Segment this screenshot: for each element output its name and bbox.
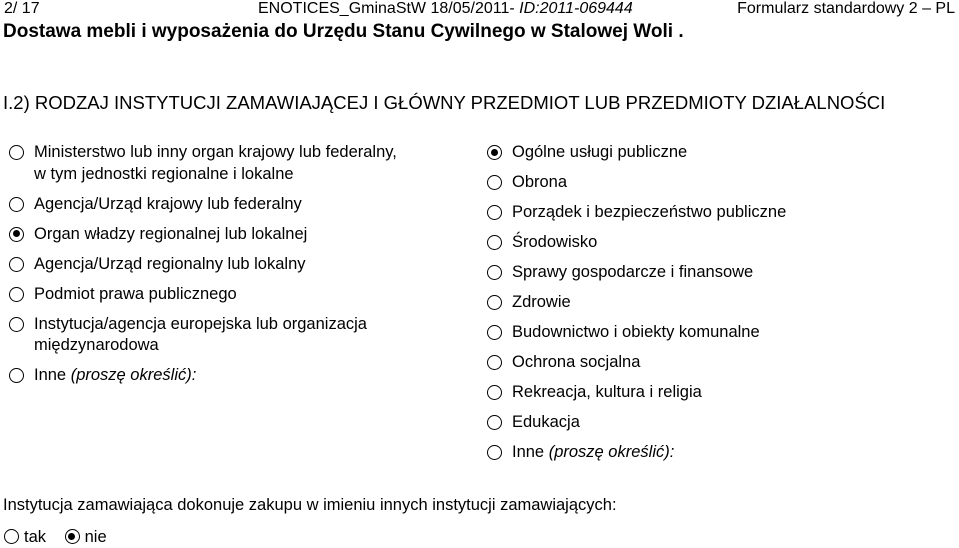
option-label: Zdrowie (512, 293, 571, 311)
option-label: Ministerstwo lub inny organ krajowy lub federalny, (34, 143, 397, 161)
authority-option-other[interactable] (8, 365, 478, 387)
option-label: Porządek i bezpieczeństwo publiczne (512, 203, 787, 221)
option-label: Edukacja (512, 413, 580, 431)
radio-activity-other[interactable] (487, 445, 502, 460)
authority-option-regional-authority[interactable] (8, 224, 478, 246)
radio-recreation[interactable] (487, 385, 502, 400)
activity-option-housing[interactable] (486, 322, 946, 344)
option-label: Obrona (512, 173, 568, 191)
activity-option-recreation[interactable] (486, 382, 946, 404)
activity-option-environment[interactable] (486, 232, 946, 254)
radio-general-public-services[interactable] (487, 145, 502, 160)
option-label: Inne (512, 443, 549, 461)
option-label-hint: (proszę określić): (548, 443, 675, 461)
notice-id: ID:2011-069444 (519, 0, 633, 17)
form-name: Formularz standardowy 2 – PL (737, 0, 955, 17)
radio-regional-agency[interactable] (9, 257, 24, 272)
authority-option-european-institution[interactable] (8, 314, 478, 357)
authority-option-national-agency[interactable] (8, 194, 478, 216)
authority-option-public-law-body[interactable] (8, 284, 478, 306)
activity-option-health[interactable] (486, 292, 946, 314)
radio-public-order[interactable] (487, 205, 502, 220)
radio-health[interactable] (487, 295, 502, 310)
main-activity-list (486, 142, 946, 464)
option-label-hint: (proszę określić): (70, 366, 197, 384)
option-label-continued: w tym jednostki regionalne i lokalne (34, 164, 294, 183)
notice-reference-text: ENOTICES_GminaStW 18/05/2011- (258, 0, 520, 17)
authority-option-ministry[interactable] (8, 142, 478, 185)
radio-regional-authority[interactable] (9, 227, 24, 242)
radio-social-protection[interactable] (487, 355, 502, 370)
option-label: Ochrona socjalna (512, 353, 641, 371)
option-label: Podmiot prawa publicznego (34, 284, 237, 303)
option-label: Sprawy gospodarcze i finansowe (512, 263, 754, 281)
behalf-options (4, 526, 121, 548)
radio-ministry[interactable] (9, 145, 24, 160)
radio-economic-affairs[interactable] (487, 265, 502, 280)
option-label: Budownictwo i obiekty komunalne (512, 323, 760, 341)
activity-option-public-order[interactable] (486, 202, 946, 224)
activity-option-defence[interactable] (486, 172, 946, 194)
authority-option-regional-agency[interactable] (8, 254, 478, 276)
radio-public-law-body[interactable] (9, 287, 24, 302)
option-label: Rekreacja, kultura i religia (512, 383, 702, 401)
radio-no[interactable] (65, 529, 80, 544)
option-label: Agencja/Urząd krajowy lub federalny (34, 194, 302, 213)
radio-yes[interactable] (4, 529, 19, 544)
radio-authority-other[interactable] (9, 368, 24, 383)
document-header (0, 0, 959, 22)
option-label: nie (84, 528, 107, 546)
radio-national-agency[interactable] (9, 197, 24, 212)
behalf-option-no[interactable] (65, 526, 107, 548)
option-label: Inne (34, 366, 71, 384)
option-label-continued: międzynarodowa (34, 336, 159, 354)
notice-reference (258, 0, 633, 18)
option-label: Środowisko (512, 233, 598, 251)
radio-environment[interactable] (487, 235, 502, 250)
activity-option-economic-affairs[interactable] (486, 262, 946, 284)
section-heading: I.2) RODZAJ INSTYTUCJI ZAMAWIAJĄCEJ I GŁÓWNY PRZEDMIOT LUB PRZEDMIOTY DZIAŁALNOŚCI (3, 92, 886, 113)
radio-housing[interactable] (487, 325, 502, 340)
radio-defence[interactable] (487, 175, 502, 190)
activity-option-general-public-services[interactable] (486, 142, 946, 164)
activity-option-social-protection[interactable] (486, 352, 946, 374)
option-label: Organ władzy regionalnej lub lokalnej (34, 224, 308, 243)
option-label: Instytucja/agencja europejska lub organizacja (34, 314, 367, 333)
document-title: Dostawa mebli i wyposażenia do Urzędu Stanu Cywilnego w Stalowej Woli . (3, 21, 684, 42)
option-label: tak (24, 528, 47, 546)
behalf-question: Instytucja zamawiająca dokonuje zakupu w imieniu innych instytucji zamawiających: (3, 496, 617, 514)
authority-type-list (8, 142, 478, 387)
behalf-option-yes[interactable] (4, 526, 46, 548)
radio-education[interactable] (487, 415, 502, 430)
activity-option-other[interactable] (486, 442, 946, 464)
option-label: Agencja/Urząd regionalny lub lokalny (34, 254, 306, 273)
activity-option-education[interactable] (486, 412, 946, 434)
radio-european-institution[interactable] (9, 317, 24, 332)
option-label: Ogólne usługi publiczne (512, 143, 688, 161)
page-number: 2/ 17 (4, 0, 40, 17)
